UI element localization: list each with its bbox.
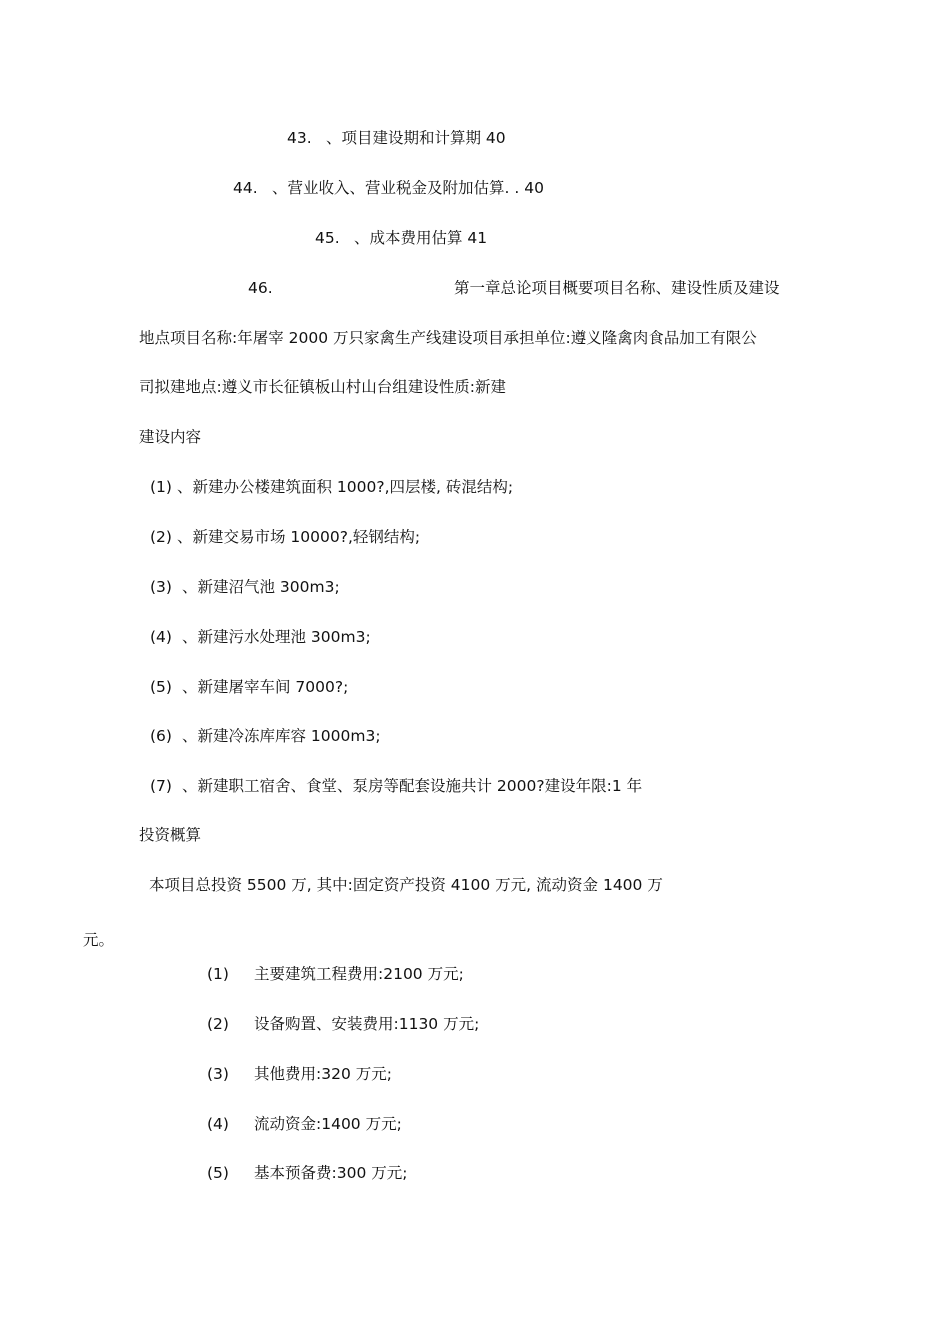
investment-item-number: (1) (207, 965, 229, 983)
construction-heading: 建设内容 (139, 428, 202, 446)
construction-item-number: (4) (150, 628, 172, 646)
toc-entry-43: 、项目建设期和计算期 40 (326, 129, 506, 147)
construction-item: 、新建沼气池 300m3; (182, 578, 340, 596)
investment-item: 其他费用:320 万元; (254, 1065, 392, 1083)
overview-line-2: 司拟建地点:遵义市长征镇板山村山台组建设性质:新建 (139, 378, 506, 396)
construction-item-number: (7) (150, 777, 172, 795)
construction-item: 、新建冷冻库库容 1000m3; (182, 727, 381, 745)
toc-entry-44: 、营业收入、营业税金及附加估算. . 40 (272, 179, 544, 197)
construction-item: 、新建职工宿舍、食堂、泵房等配套设施共计 2000?建设年限:1 年 (182, 777, 643, 795)
construction-item-number: (2) (150, 528, 172, 546)
toc-entry-45: 、成本费用估算 41 (354, 229, 488, 247)
construction-item-number: (3) (150, 578, 172, 596)
toc-number-44: 44. (233, 179, 258, 197)
construction-item-number: (5) (150, 678, 172, 696)
overview-line-1: 地点项目名称:年屠宰 2000 万只家禽生产线建设项目承担单位:遵义隆禽肉食品加工有限公 (139, 329, 757, 347)
toc-number-46: 46. (248, 279, 273, 297)
construction-item-number: (1) (150, 478, 172, 496)
investment-item: 基本预备费:300 万元; (254, 1164, 408, 1182)
investment-item: 流动资金:1400 万元; (254, 1115, 402, 1133)
investment-summary-line-2: 元。 (83, 931, 115, 949)
investment-heading: 投资概算 (139, 826, 202, 844)
construction-item: 、新建交易市场 10000?,轻钢结构; (177, 528, 421, 546)
investment-item: 主要建筑工程费用:2100 万元; (254, 965, 464, 983)
chapter-title-line: 第一章总论项目概要项目名称、建设性质及建设 (454, 279, 780, 297)
investment-item-number: (2) (207, 1015, 229, 1033)
toc-number-43: 43. (287, 129, 312, 147)
investment-item: 设备购置、安装费用:1130 万元; (254, 1015, 480, 1033)
investment-summary-line-1: 本项目总投资 5500 万, 其中:固定资产投资 4100 万元, 流动资金 1400 万 (149, 876, 663, 894)
construction-item: 、新建办公楼建筑面积 1000?,四层楼, 砖混结构; (177, 478, 514, 496)
investment-item-number: (3) (207, 1065, 229, 1083)
investment-item-number: (4) (207, 1115, 229, 1133)
construction-item-number: (6) (150, 727, 172, 745)
construction-item: 、新建屠宰车间 7000?; (182, 678, 349, 696)
toc-number-45: 45. (315, 229, 340, 247)
construction-item: 、新建污水处理池 300m3; (182, 628, 371, 646)
investment-item-number: (5) (207, 1164, 229, 1182)
